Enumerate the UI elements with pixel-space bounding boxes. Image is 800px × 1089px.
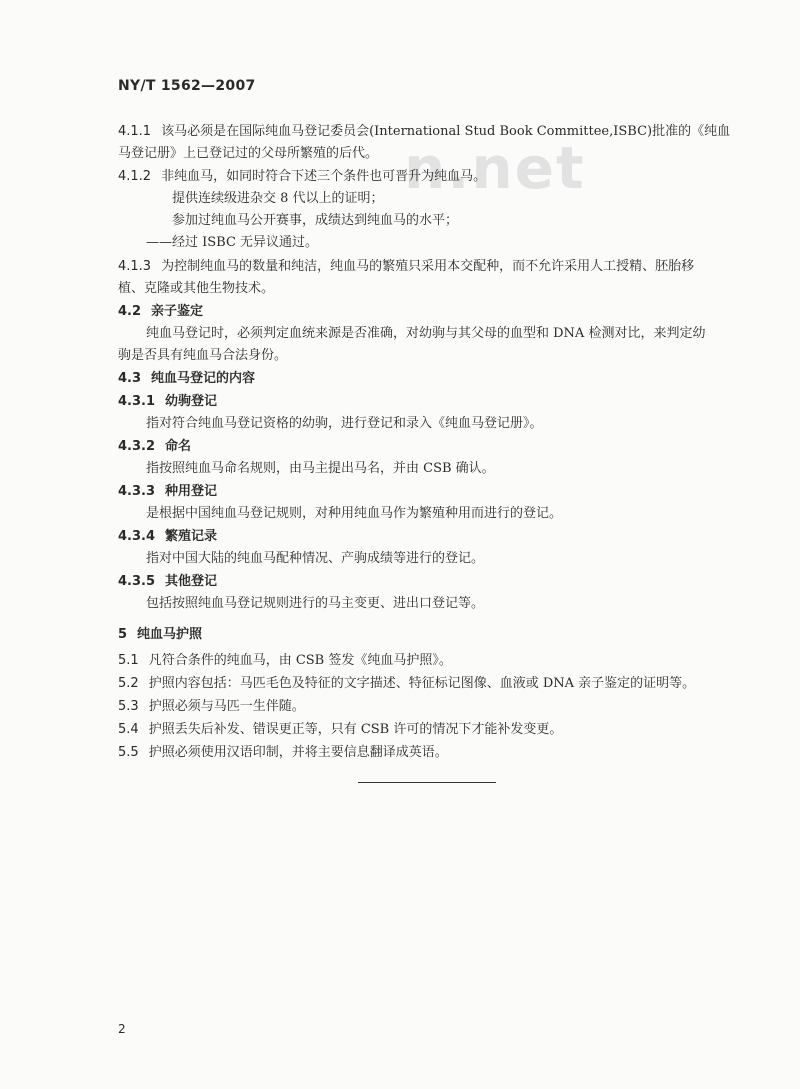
section-title: 纯血马登记的内容 bbox=[151, 371, 256, 386]
clause-text: 护照必须与马匹一生伴随。 bbox=[148, 699, 305, 714]
clause-5-1 bbox=[118, 652, 452, 670]
clause-number: 4.3.4 bbox=[118, 529, 156, 544]
clause-text: 该马必须是在国际纯血马登记委员会(International Stud Book Committee,ISBC)批准的《纯血 bbox=[161, 124, 731, 139]
standard-code-header: NY/T 1562—2007 bbox=[118, 78, 256, 94]
clause-4-1-1 bbox=[118, 123, 730, 141]
clause-title: 幼驹登记 bbox=[165, 394, 218, 409]
clause-number: 5.4 bbox=[118, 722, 139, 737]
clause-title: 其他登记 bbox=[165, 574, 218, 589]
clause-4-3-1-heading bbox=[118, 393, 217, 411]
clause-text: 护照必须使用汉语印制，并将主要信息翻译成英语。 bbox=[148, 745, 448, 760]
clause-4-3-1-text: 指对符合纯血马登记资格的幼驹，进行登记和录入《纯血马登记册》。 bbox=[146, 416, 543, 431]
clause-number: 5.1 bbox=[118, 653, 139, 668]
clause-text: 非纯血马，如同时符合下述三个条件也可晋升为纯血马。 bbox=[161, 169, 487, 184]
clause-5-2 bbox=[118, 675, 695, 693]
clause-4-3-3-heading bbox=[118, 483, 217, 501]
clause-text: 凡符合条件的纯血马，由 CSB 签发《纯血马护照》。 bbox=[148, 653, 452, 668]
clause-4-3-4-heading bbox=[118, 528, 217, 546]
clause-number: 4.1.3 bbox=[118, 259, 152, 274]
clause-number: 4.3.2 bbox=[118, 439, 156, 454]
page-number: 2 bbox=[118, 1022, 126, 1036]
clause-number: 5.5 bbox=[118, 745, 139, 760]
clause-number: 5.3 bbox=[118, 699, 139, 714]
clause-4-3-2-heading bbox=[118, 438, 191, 456]
clause-4-1-3 bbox=[118, 258, 694, 276]
clause-number: 4.3.5 bbox=[118, 574, 156, 589]
clause-title: 命名 bbox=[165, 439, 192, 454]
chapter-title: 纯血马护照 bbox=[137, 627, 203, 642]
clause-title: 种用登记 bbox=[165, 484, 218, 499]
end-rule bbox=[358, 782, 496, 783]
clause-5-3 bbox=[118, 698, 305, 716]
section-4-2-heading bbox=[118, 303, 203, 321]
clause-4-3-5-heading bbox=[118, 573, 217, 591]
clause-number: 4.1.2 bbox=[118, 169, 152, 184]
section-title: 亲子鉴定 bbox=[151, 304, 204, 319]
watermark: n.net bbox=[404, 134, 586, 202]
chapter-number: 5 bbox=[118, 627, 128, 642]
condition-item-2: 参加过纯血马公开赛事，成绩达到纯血马的水平； bbox=[172, 213, 459, 228]
clause-5-4 bbox=[118, 721, 562, 739]
clause-4-3-4-text: 指对中国大陆的纯血马配种情况、产驹成绩等进行的登记。 bbox=[146, 551, 485, 566]
clause-text: 护照丢失后补发、错误更正等，只有 CSB 许可的情况下才能补发变更。 bbox=[148, 722, 563, 737]
clause-4-3-5-text: 包括按照纯血马登记规则进行的马主变更、进出口登记等。 bbox=[146, 596, 485, 611]
section-4-3-heading bbox=[118, 370, 255, 388]
section-number: 4.2 bbox=[118, 304, 142, 319]
clause-number: 4.3.3 bbox=[118, 484, 156, 499]
clause-number: 4.1.1 bbox=[118, 124, 152, 139]
clause-4-1-1-cont: 马登记册》上已登记过的父母所繁殖的后代。 bbox=[118, 146, 379, 161]
condition-item-1: 提供连续级进杂交 8 代以上的证明； bbox=[172, 191, 384, 206]
clause-number: 4.3.1 bbox=[118, 394, 156, 409]
chapter-5-heading bbox=[118, 626, 202, 644]
clause-4-1-3-cont: 植、克隆或其他生物技术。 bbox=[118, 281, 275, 296]
clause-title: 繁殖记录 bbox=[165, 529, 218, 544]
clause-text: 为控制纯血马的数量和纯洁，纯血马的繁殖只采用本交配种，而不允许采用人工授精、胚胎移 bbox=[161, 259, 695, 274]
condition-item-3: ——经过 ISBC 无异议通过。 bbox=[146, 235, 319, 250]
clause-number: 5.2 bbox=[118, 676, 139, 691]
clause-4-3-2-text: 指按照纯血马命名规则，由马主提出马名，并由 CSB 确认。 bbox=[146, 461, 495, 476]
section-4-2-text-1: 纯血马登记时，必须判定血统来源是否准确，对幼驹与其父母的血型和 DNA 检测对比，来判定幼 bbox=[146, 326, 706, 341]
clause-4-1-2 bbox=[118, 168, 486, 186]
clause-text: 护照内容包括：马匹毛色及特征的文字描述、特征标记图像、血液或 DNA 亲子鉴定的证明等。 bbox=[148, 676, 696, 691]
section-number: 4.3 bbox=[118, 371, 142, 386]
clause-5-5 bbox=[118, 744, 448, 762]
section-4-2-text-2: 驹是否具有纯血马合法身份。 bbox=[118, 348, 288, 363]
clause-4-3-3-text: 是根据中国纯血马登记规则，对种用纯血马作为繁殖种用而进行的登记。 bbox=[146, 506, 563, 521]
